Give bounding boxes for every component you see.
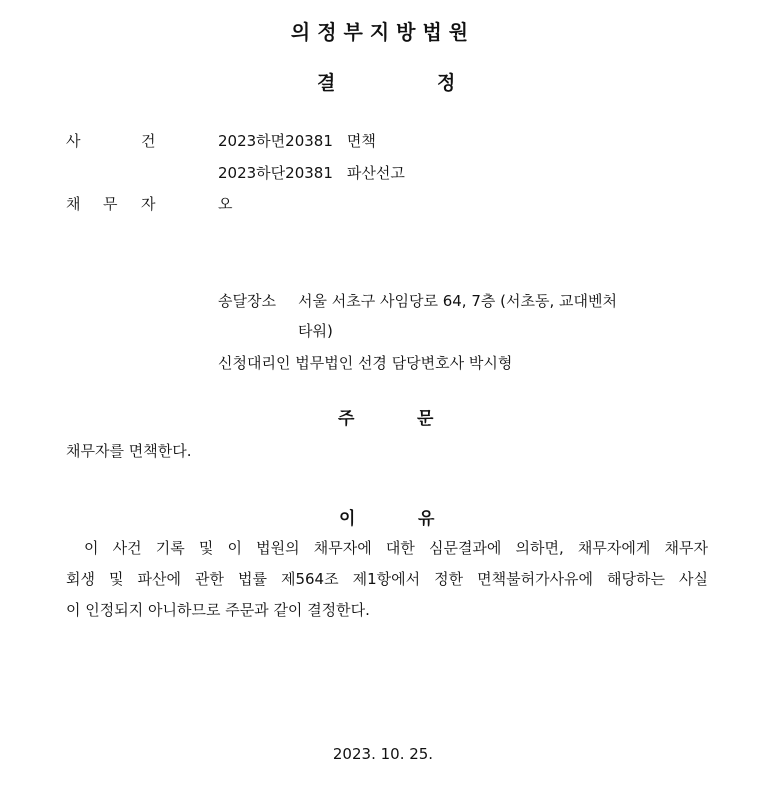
debtor-label-char-3: 자 (141, 195, 156, 213)
order-text: 채무자를 면책한다. (66, 442, 192, 460)
case-entry-1 (218, 130, 376, 151)
court-name: 의정부지방법원 (290, 20, 476, 44)
order-heading-char-2: 문 (417, 409, 434, 429)
case-entry-2 (218, 162, 405, 183)
case-name: 면책 (346, 132, 376, 150)
doc-title-char-1: 결 (317, 72, 336, 94)
debtor-value: 오 (218, 195, 233, 213)
reason-line-3: 이 인정되지 아니하므로 주문과 같이 결정한다. (66, 601, 370, 619)
order-heading-char-1: 주 (338, 409, 355, 429)
service-address-line-1: 서울 서초구 사임당로 64, 7층 (서초동, 교대벤처 (298, 292, 617, 310)
service-address-line-2: 타워) (298, 322, 333, 340)
case-number: 2023하단20381 (218, 164, 333, 182)
case-name: 파산선고 (346, 164, 405, 182)
reason-heading-char-1: 이 (339, 509, 356, 529)
reason-paragraph (66, 533, 708, 626)
service-label: 송달장소 (218, 292, 276, 310)
case-label-char-2: 건 (141, 132, 156, 150)
agent-text: 신청대리인 법무법인 선경 담당변호사 박시형 (218, 354, 513, 372)
reason-heading-char-2: 유 (418, 509, 435, 529)
doc-title-char-2: 정 (437, 72, 456, 94)
case-label-char-1: 사 (66, 132, 81, 150)
debtor-label-char-1: 채 (66, 195, 81, 213)
reason-line-1: 이 사건 기록 및 이 법원의 채무자에 대한 심문결과에 의하면, 채무자에게 채무자 (84, 539, 708, 557)
case-number: 2023하면20381 (218, 132, 333, 150)
decision-date: 2023. 10. 25. (332, 745, 434, 763)
debtor-label-char-2: 무 (103, 195, 118, 213)
reason-line-2: 회생 및 파산에 관한 법률 제564조 제1항에서 정한 면책불허가사유에 해당하는 사실 (66, 570, 708, 588)
